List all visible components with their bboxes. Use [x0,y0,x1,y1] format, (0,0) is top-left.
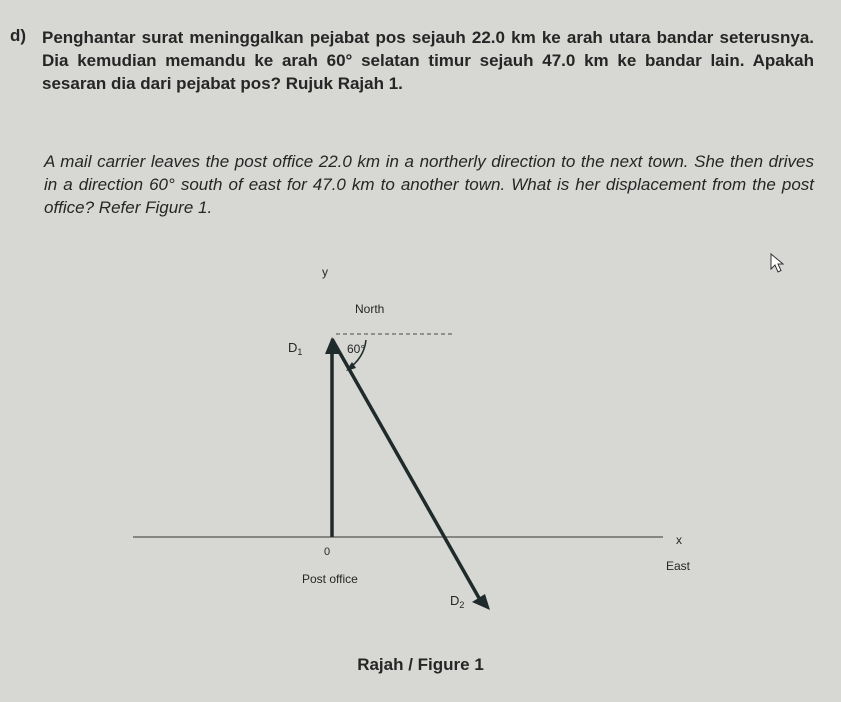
d2-label [450,593,464,610]
x-axis-label: x [676,533,682,547]
north-label: North [355,302,385,316]
question-text-malay: Penghantar surat meninggalkan pejabat pos sejauh 22.0 km ke arah utara bandar seterusnya. Dia kemudian memandu ke arah 60° selatan timur sejauh 47.0 km ke bandar lain. Apakah sesaran dia dari pejabat pos? Rujuk Rajah 1. [42,28,814,93]
d2-subscript: 2 [459,600,465,610]
origin-label: 0 [324,546,331,558]
d2-arrowhead [472,594,490,610]
d1-subscript: 1 [297,347,303,357]
angle-label: 60° [347,342,366,356]
d2-letter: D [450,593,460,608]
question-text-english: A mail carrier leaves the post office 22.0 km in a northerly direction to the next town. She then drives in a direction 60° south of east for 47.0 km to another town. What is her displacement from the post office? Refer Figure 1. [44,152,814,217]
d1-label [288,340,302,357]
post-office-label: Post office [302,572,358,586]
question-label: d) [10,26,27,45]
d2-vector-line [332,339,479,598]
d1-letter: D [288,340,298,355]
y-axis-label: y [322,265,328,279]
mouse-cursor-icon [771,254,783,272]
figure-caption: Rajah / Figure 1 [357,655,484,674]
east-label: East [666,559,691,573]
